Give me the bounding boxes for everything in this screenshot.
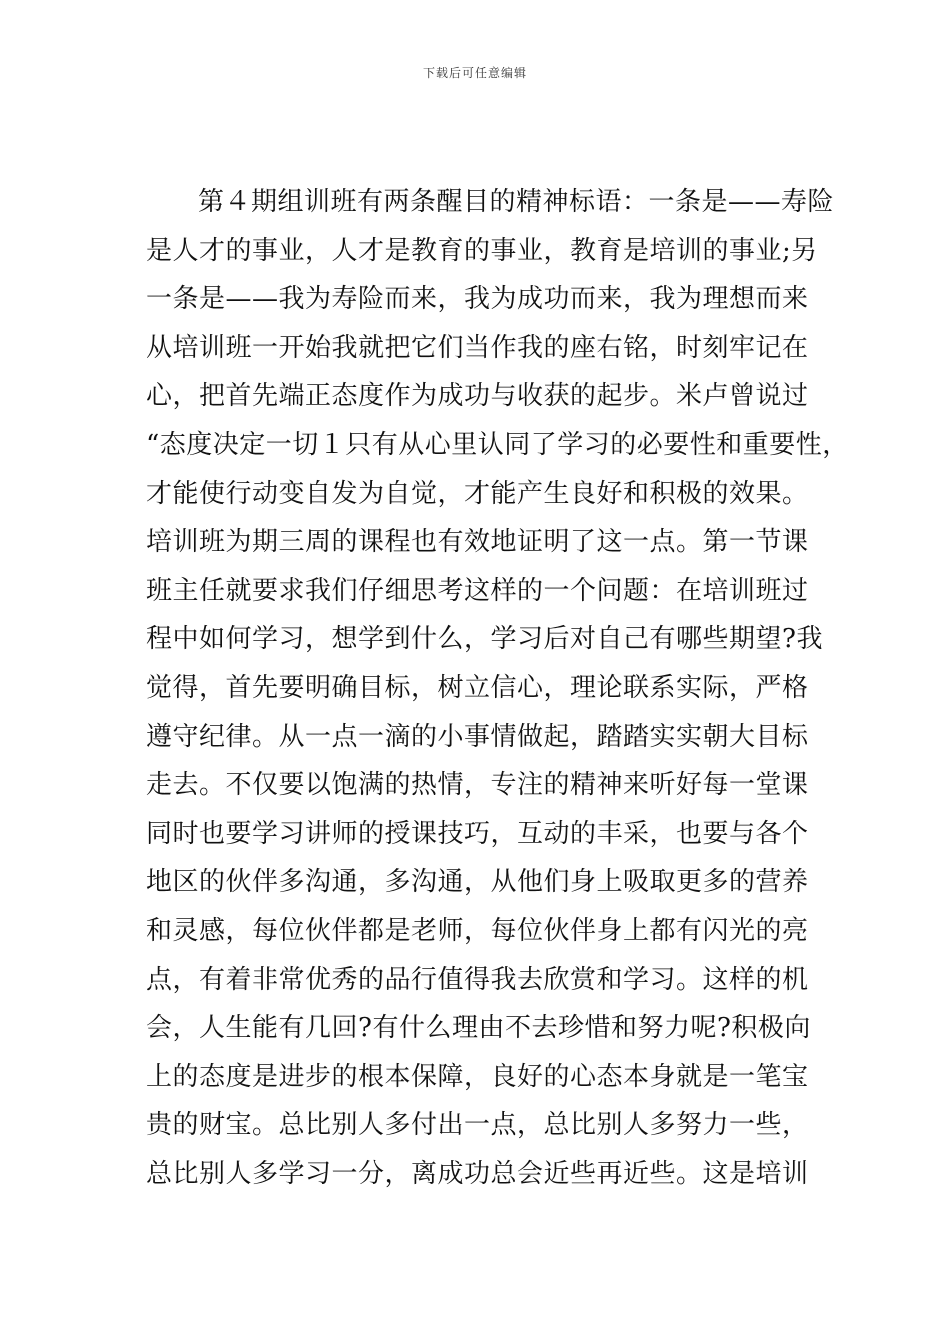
text-line: 总比别人多学习一分，离成功总会近些再近些。这是培训 (146, 1158, 809, 1189)
text-line: 一条是——我为寿险而来，我为成功而来，我为理想而来 (146, 284, 809, 315)
text-line: 第４期组训班有两条醒目的精神标语：一条是——寿险 (198, 187, 835, 217)
text-line: 上的态度是进步的根本保障，良好的心态本身就是一笔宝 (146, 1061, 809, 1092)
text-line: 同时也要学习讲师的授课技巧，互动的丰采，也要与各个 (146, 818, 809, 849)
text-line: 和灵感，每位伙伴都是老师，每位伙伴身上都有闪光的亮 (146, 915, 809, 946)
text-line: “态度决定一切１只有从心里认同了学习的必要性和重要性， (146, 429, 849, 460)
text-line: 地区的伙伴多沟通，多沟通，从他们身上吸取更多的营养 (146, 867, 809, 898)
text-line: 才能使行动变自发为自觉，才能产生良好和积极的效果。 (146, 478, 809, 509)
header-note: 下载后可任意编辑 (422, 66, 527, 80)
text-line: 培训班为期三周的课程也有效地证明了这一点。第一节课 (146, 527, 809, 558)
text-line: 贵的财宝。总比别人多付出一点，总比别人多努力一些， (146, 1110, 809, 1141)
text-line: 从培训班一开始我就把它们当作我的座右铭，时刻牢记在 (146, 332, 809, 363)
text-line: 程中如何学习，想学到什么，学习后对自己有哪些期望?我 (146, 624, 823, 655)
text-line: 走去。不仅要以饱满的热情，专注的精神来听好每一堂课 (146, 770, 809, 801)
text-line: 会，人生能有几回?有什么理由不去珍惜和努力呢?积极向 (146, 1013, 811, 1044)
text-line: 是人才的事业，人才是教育的事业，教育是培训的事业;另 (146, 235, 818, 266)
body-paragraph (146, 178, 849, 1198)
text-line: 觉得，首先要明确目标，树立信心，理论联系实际，严格 (146, 672, 809, 703)
text-line: 班主任就要求我们仔细思考这样的一个问题：在培训班过 (146, 575, 809, 606)
text-line: 遵守纪律。从一点一滴的小事情做起，踏踏实实朝大目标 (146, 721, 809, 752)
text-line: 点，有着非常优秀的品行值得我去欣赏和学习。这样的机 (146, 964, 809, 995)
text-line: 心，把首先端正态度作为成功与收获的起步。米卢曾说过 (146, 381, 809, 412)
